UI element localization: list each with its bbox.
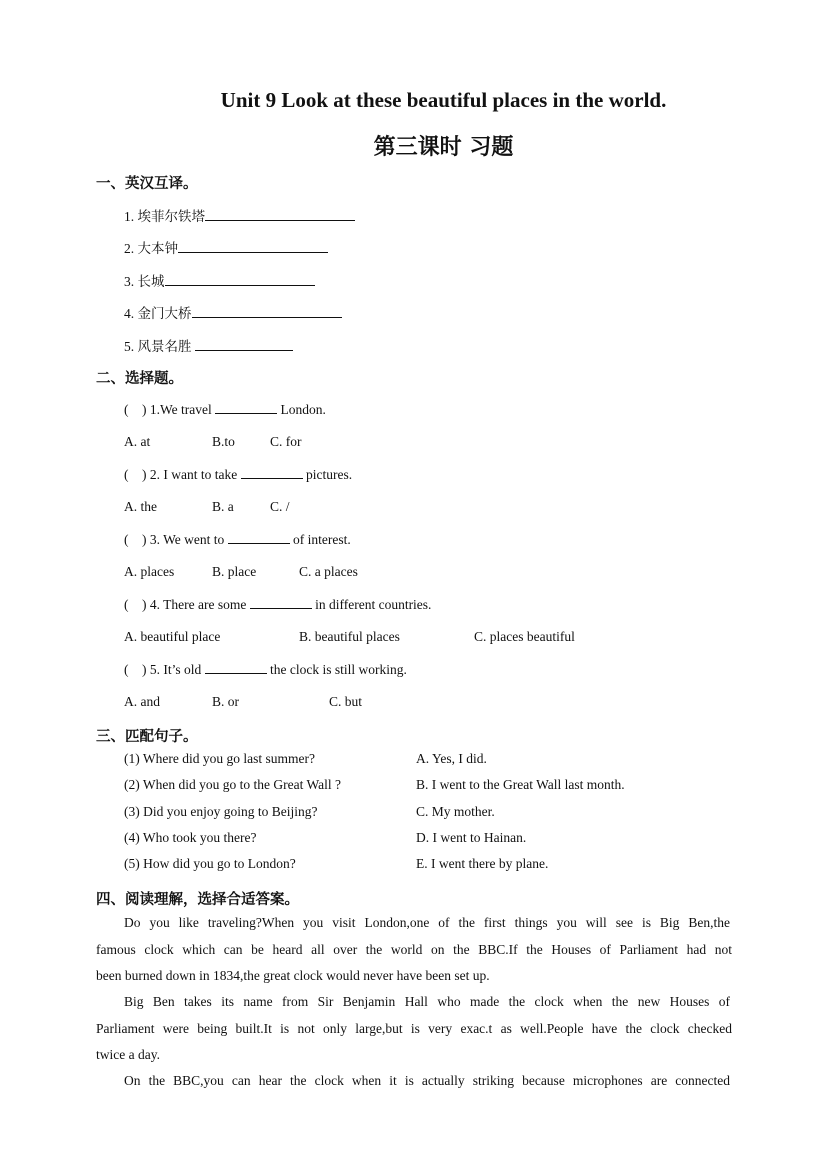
match-answer: A. Yes, I did.	[416, 751, 487, 766]
reading-line: been burned down in 1834,the great clock would never have been set up.	[96, 968, 490, 983]
option-b[interactable]: B.to	[212, 434, 235, 449]
section4-heading: 四、阅读理解，选择合适答案。	[96, 892, 299, 908]
page-subtitle: 第三课时 习题	[373, 135, 514, 160]
option-b[interactable]: B. beautiful places	[299, 629, 400, 644]
option-c[interactable]: C. a places	[299, 564, 358, 579]
answer-blank[interactable]	[195, 338, 293, 351]
choice-question: ( ) 3. We went to of interest.	[124, 532, 351, 547]
match-question: (1) Where did you go last summer?	[124, 751, 315, 766]
answer-blank[interactable]	[215, 401, 277, 414]
match-question: (5) How did you go to London?	[124, 856, 296, 871]
section1-heading: 一、英汉互译。	[96, 176, 198, 192]
choice-question: ( ) 2. I want to take pictures.	[124, 467, 353, 482]
answer-blank[interactable]	[205, 661, 267, 674]
match-answer: E. I went there by plane.	[416, 856, 549, 871]
match-answer: B. I went to the Great Wall last month.	[416, 777, 625, 792]
translation-item: 5. 风景名胜	[124, 335, 293, 355]
option-a[interactable]: A. beautiful place	[124, 629, 221, 644]
reading-line: Parliament were being built.It is not only large,but is very exac.t as well.People have the clock checked	[96, 1021, 732, 1036]
match-answer: D. I went to Hainan.	[416, 830, 527, 845]
reading-line: twice a day.	[96, 1047, 160, 1062]
translation-item: 4. 金门大桥	[124, 302, 342, 322]
match-answer: C. My mother.	[416, 804, 495, 819]
reading-line: Do you like traveling?When you visit London,one of the first things you will see is Big Ben,the	[124, 915, 730, 930]
option-b[interactable]: B. place	[212, 564, 257, 579]
choice-question: ( ) 1.We travel London.	[124, 402, 326, 417]
answer-blank[interactable]	[250, 596, 312, 609]
section2-heading: 二、选择题。	[96, 371, 183, 387]
answer-blank[interactable]	[192, 305, 342, 318]
option-c[interactable]: C. /	[270, 499, 290, 514]
translation-item: 2. 大本钟	[124, 237, 328, 257]
option-a[interactable]: A. the	[124, 499, 157, 514]
option-c[interactable]: C. for	[270, 434, 302, 449]
reading-line: famous clock which can be heard all over the world on the BBC.If the Houses of Parliament had not	[96, 942, 732, 957]
answer-blank[interactable]	[165, 273, 315, 286]
option-b[interactable]: B. a	[212, 499, 234, 514]
choice-question: ( ) 4. There are some in different countries.	[124, 597, 432, 612]
answer-blank[interactable]	[205, 208, 355, 221]
translation-item: 1. 埃菲尔铁塔	[124, 205, 355, 225]
answer-blank[interactable]	[228, 531, 290, 544]
match-question: (3) Did you enjoy going to Beijing?	[124, 804, 318, 819]
match-question: (2) When did you go to the Great Wall ?	[124, 777, 341, 792]
reading-line: Big Ben takes its name from Sir Benjamin Hall who made the clock when the new Houses of	[124, 994, 730, 1009]
option-c[interactable]: C. but	[329, 694, 363, 709]
page-title: Unit 9 Look at these beautiful places in the world.	[220, 88, 667, 112]
option-a[interactable]: A. places	[124, 564, 175, 579]
option-c[interactable]: C. places beautiful	[474, 629, 575, 644]
choice-question: ( ) 5. It’s old the clock is still working.	[124, 662, 407, 677]
option-b[interactable]: B. or	[212, 694, 239, 709]
answer-blank[interactable]	[178, 240, 328, 253]
option-a[interactable]: A. at	[124, 434, 151, 449]
answer-blank[interactable]	[241, 466, 303, 479]
translation-item: 3. 长城	[124, 270, 315, 290]
option-a[interactable]: A. and	[124, 694, 160, 709]
reading-line: On the BBC,you can hear the clock when it is actually striking because microphones are connected	[124, 1073, 730, 1088]
match-question: (4) Who took you there?	[124, 830, 257, 845]
section3-heading: 三、匹配句子。	[96, 729, 198, 745]
